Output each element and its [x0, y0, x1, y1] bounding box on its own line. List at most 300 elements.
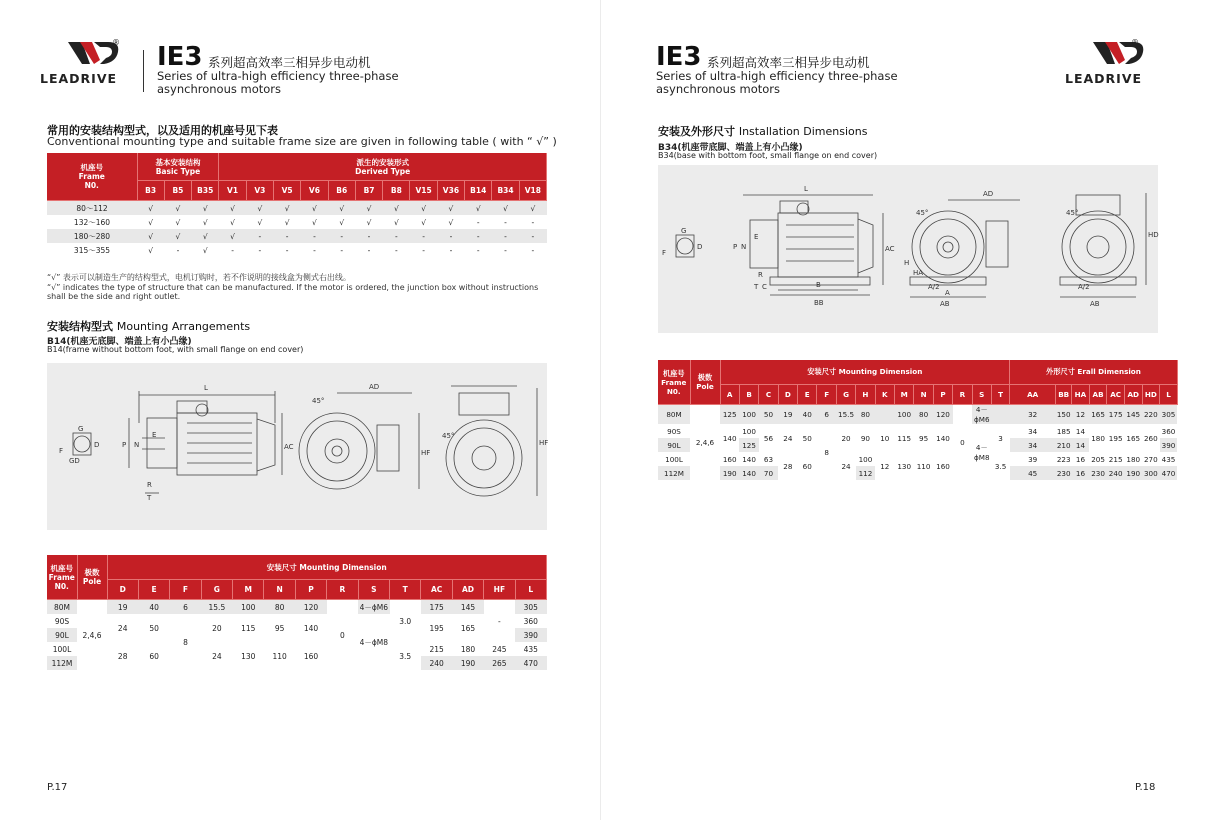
- column-header: N: [264, 580, 295, 600]
- frame-cell: 80M: [47, 600, 77, 615]
- dim-D: D: [697, 243, 703, 251]
- model-title: IE3: [157, 42, 203, 72]
- cell: 470: [1160, 466, 1178, 480]
- table-row: [47, 600, 547, 615]
- cell: 180: [460, 644, 476, 654]
- cell: 305: [1160, 405, 1178, 425]
- check-cell: -: [476, 245, 480, 255]
- cell: 130: [241, 651, 256, 661]
- table-body: [47, 201, 547, 258]
- cell: 63: [763, 454, 774, 464]
- cell: 190: [1124, 466, 1142, 480]
- cell: [875, 405, 894, 425]
- column-header: B: [739, 385, 758, 405]
- check-cell: √: [246, 201, 273, 216]
- dim-AB: AB: [940, 300, 950, 308]
- cell: 3.0: [390, 600, 421, 643]
- check-cell: √: [312, 217, 317, 227]
- column-header: T: [991, 385, 1009, 405]
- cell: 230: [1056, 466, 1072, 480]
- check-cell: √: [492, 201, 519, 216]
- dim-AC: AC: [284, 443, 294, 451]
- cell: 4－ϕM8: [359, 637, 389, 647]
- installation-en: Installation Dimensions: [738, 125, 868, 138]
- cell: 50: [759, 405, 778, 425]
- cell: 120: [933, 405, 952, 425]
- cell: 4－ϕM8: [974, 442, 990, 462]
- cell: 3.5: [399, 651, 412, 661]
- frame-cell: 100L: [52, 644, 72, 654]
- cell: 19: [107, 600, 138, 615]
- cell: 175: [1107, 405, 1125, 425]
- column-header: AC: [421, 580, 452, 600]
- cell: 190: [452, 656, 483, 670]
- frame-cell: 90S: [54, 616, 70, 626]
- pole-cell: 2,4,6: [690, 405, 720, 481]
- column-header: V1: [219, 181, 246, 201]
- check-cell: √: [448, 217, 454, 227]
- cell: 0: [953, 405, 972, 481]
- cell: 390: [515, 628, 546, 642]
- cell: 150: [1056, 405, 1072, 425]
- cell: 56: [763, 433, 774, 443]
- dim-P: P: [122, 441, 127, 449]
- dim-R: R: [147, 481, 152, 489]
- cell: 12: [880, 461, 890, 471]
- cell: 220: [1142, 405, 1160, 425]
- t3-erall-header: [1010, 360, 1178, 385]
- note-en-2: shall be the side and right outlet.: [47, 292, 181, 301]
- cell: 160: [936, 461, 950, 471]
- arrangements-en: Mounting Arrangements: [116, 320, 251, 333]
- t3-column-row: [658, 385, 1213, 405]
- cell: 28: [117, 651, 128, 661]
- t2-pole-en: Pole: [82, 577, 102, 586]
- cell: 240: [421, 656, 452, 670]
- column-header: HD: [1142, 385, 1160, 405]
- check-cell: -: [274, 229, 301, 243]
- column-header: S: [358, 580, 389, 600]
- check-cell: √: [393, 217, 399, 227]
- check-cell: -: [383, 229, 410, 243]
- column-header: E: [798, 385, 817, 405]
- dim-A2-2: A/2: [1078, 283, 1090, 291]
- check-cell: -: [531, 245, 535, 255]
- derived-cn: 派生的安装形式: [356, 157, 409, 167]
- dim-GD: GD: [69, 457, 80, 465]
- cell: 24: [212, 651, 222, 661]
- basic-type-header: [137, 153, 219, 181]
- column-header: D: [107, 580, 138, 600]
- column-header: P: [295, 580, 326, 600]
- frame-cell: 90S: [667, 426, 681, 436]
- table-row: [658, 424, 1213, 438]
- model-title: IE3: [656, 42, 702, 72]
- cell: 260: [1143, 433, 1158, 443]
- b14-cn: B14(机座无底脚、端盖上有小凸缘): [47, 337, 192, 347]
- frame-cell: 180～280: [47, 229, 137, 243]
- cell: 4－ϕM6: [358, 600, 389, 615]
- check-cell: √: [383, 201, 410, 216]
- en-subtitle-2: asynchronous motors: [157, 82, 282, 96]
- page-18: [601, 0, 1200, 820]
- check-cell: √: [137, 201, 164, 216]
- cell: 34: [1010, 438, 1056, 452]
- dim-HD: HD: [1148, 231, 1159, 239]
- column-header: AC: [1107, 385, 1125, 405]
- cell: 215: [429, 644, 444, 654]
- frame-cell: 315～355: [73, 245, 111, 255]
- cell: 32: [1010, 405, 1056, 425]
- column-header: S: [972, 385, 991, 405]
- section-title-en: Conventional mounting type and suitable frame size are given in following table ( with “ √” ): [47, 135, 557, 148]
- cell: 360: [523, 616, 538, 626]
- dim-HA: HA: [913, 269, 924, 277]
- check-cell: √: [339, 217, 345, 227]
- mounting-type-table: [47, 153, 547, 257]
- dim-AC: AC: [885, 245, 895, 253]
- t3-dim-header: [720, 360, 1010, 385]
- cell: 16: [1072, 466, 1090, 480]
- cell: 195: [1108, 433, 1123, 443]
- column-header: T: [390, 580, 421, 600]
- table2-header-row: [47, 555, 547, 580]
- check-cell: -: [504, 217, 507, 227]
- check-cell: -: [449, 245, 453, 255]
- cell: 100: [739, 405, 758, 425]
- registered-mark: ®: [1131, 38, 1139, 47]
- column-header: R: [327, 580, 358, 600]
- cell: 4－ϕM6: [974, 405, 990, 424]
- t2-frame-no: N0.: [54, 581, 69, 591]
- dim-T: T: [147, 494, 152, 502]
- check-cell: -: [410, 229, 437, 243]
- mounting-arrangements-title: [47, 318, 250, 334]
- derived-type-header: [219, 153, 547, 181]
- check-cell: √: [274, 201, 301, 216]
- cell: 100: [858, 454, 873, 464]
- leadrive-logo-icon: [1085, 38, 1155, 68]
- t3-body: [658, 405, 1213, 481]
- installation-cn: 安装及外形尺寸: [658, 125, 735, 138]
- column-header: L: [1160, 385, 1178, 405]
- cell: 115: [897, 433, 912, 443]
- check-cell: √: [137, 229, 164, 243]
- t2-frame-cn: 机座号: [50, 563, 73, 573]
- check-cell: -: [258, 245, 262, 255]
- column-header: N: [914, 385, 933, 405]
- table-header-row: [47, 153, 547, 181]
- check-cell: -: [340, 245, 344, 255]
- column-header: V6: [301, 181, 328, 201]
- cell: 360: [1161, 426, 1176, 436]
- cell: 80: [856, 405, 875, 425]
- cell: 40: [138, 600, 169, 615]
- column-header: B35: [192, 181, 219, 201]
- check-cell: -: [394, 245, 398, 255]
- pole-cell: 2,4,6: [77, 600, 107, 671]
- en-subtitle-1: Series of ultra-high efficiency three-phase: [656, 69, 898, 83]
- column-header: AB: [1089, 385, 1107, 405]
- cell: 34: [1028, 426, 1038, 436]
- check-cell: -: [328, 229, 355, 243]
- check-cell: √: [202, 245, 208, 255]
- frame-cell: 90L: [47, 628, 77, 642]
- cell: 50: [802, 433, 812, 443]
- section-title-cn: 常用的安装结构型式，以及适用的机座号见下表: [47, 124, 278, 137]
- header-divider: [143, 50, 144, 92]
- dim-T: T: [754, 283, 759, 291]
- registered-mark: ®: [112, 38, 120, 47]
- table3-header-row: [658, 360, 1213, 385]
- cell: 14: [1075, 426, 1086, 436]
- cell: 12: [1072, 405, 1090, 425]
- cell: -: [484, 600, 515, 643]
- check-cell: √: [437, 201, 464, 216]
- check-cell: √: [164, 201, 191, 216]
- cell: 140: [742, 454, 756, 464]
- column-header: V36: [437, 181, 464, 201]
- cell: 195: [429, 623, 444, 633]
- check-cell: -: [367, 245, 371, 255]
- arrangements-cn: 安装结构型式: [47, 320, 113, 333]
- cell: 70: [759, 466, 778, 480]
- cell: 100: [742, 426, 756, 436]
- cell: 165: [1126, 433, 1141, 443]
- cell: 112: [856, 466, 875, 480]
- cell: 16: [1075, 454, 1086, 464]
- check-cell: √: [219, 229, 246, 243]
- t3-frame-header: [658, 360, 690, 405]
- brand-name: LEADRIVE: [1065, 71, 1143, 86]
- cell: 115: [241, 623, 256, 633]
- check-cell: √: [175, 217, 181, 227]
- cell: 8: [824, 447, 829, 457]
- column-header: K: [875, 385, 894, 405]
- column-header: E: [138, 580, 169, 600]
- column-header: A: [720, 385, 739, 405]
- dim-AD: AD: [983, 190, 994, 198]
- cell: 100: [895, 405, 914, 425]
- frame-cell: 112M: [47, 656, 77, 670]
- check-cell: √: [192, 201, 219, 216]
- cell: 180: [1091, 433, 1105, 443]
- cell: 145: [452, 600, 483, 615]
- b34-en: B34(base with bottom foot, small flange on end cover): [658, 151, 878, 160]
- b34-technical-drawing: [658, 165, 1158, 333]
- column-header: AD: [452, 580, 483, 600]
- t2-frame-en: Frame: [48, 572, 75, 582]
- cell: 230: [1089, 466, 1107, 480]
- b14-technical-drawing: [47, 363, 547, 530]
- dim-F: F: [662, 249, 667, 257]
- dim-45-2: 45°: [442, 432, 455, 440]
- column-header: B6: [328, 181, 355, 201]
- t2-column-row: [47, 580, 547, 600]
- frame-cn: 机座号: [80, 163, 103, 172]
- column-header: B3: [137, 181, 164, 201]
- t3-dim-cn: 安装尺寸: [807, 367, 837, 376]
- check-cell: √: [328, 201, 355, 216]
- dim-E: E: [152, 431, 157, 439]
- cell: 24: [841, 461, 851, 471]
- cell: 435: [1161, 454, 1176, 464]
- dim-G: G: [681, 227, 687, 235]
- column-header: V18: [519, 181, 546, 201]
- column-header: G: [201, 580, 232, 600]
- column-header: HF: [484, 580, 515, 600]
- dim-L: L: [804, 185, 808, 193]
- check-cell: √: [301, 201, 328, 216]
- cell: 190: [720, 466, 739, 480]
- cell: 215: [1108, 454, 1123, 464]
- frame-cell: 80M: [658, 405, 690, 425]
- cell: 39: [1028, 454, 1038, 464]
- cell: 15.5: [201, 600, 232, 615]
- page-number: P.18: [1135, 782, 1156, 793]
- t2-dim-en: Mounting Dimension: [299, 562, 387, 572]
- frame-cell: 112M: [658, 466, 690, 480]
- frame-cell: 132～160: [73, 217, 111, 227]
- column-header: G: [836, 385, 855, 405]
- dim-D: D: [94, 441, 100, 449]
- cell: 265: [484, 656, 515, 670]
- cell: 80: [914, 405, 933, 425]
- en-subtitle-1: Series of ultra-high efficiency three-phase: [157, 69, 399, 83]
- cell: 15.5: [836, 405, 855, 425]
- column-header: B14: [465, 181, 492, 201]
- frame-cell: 80～112: [47, 201, 137, 216]
- table-row: [47, 243, 547, 257]
- dim-45-1: 45°: [916, 209, 929, 217]
- check-cell: -: [285, 245, 289, 255]
- column-header: P: [933, 385, 952, 405]
- cell: 145: [1124, 405, 1142, 425]
- cell: 60: [802, 461, 812, 471]
- check-cell: -: [492, 229, 519, 243]
- dim-AB-2: AB: [1090, 300, 1100, 308]
- check-cell: -: [313, 245, 316, 255]
- cell: 435: [523, 644, 538, 654]
- t3-pole-cn: 极数: [697, 373, 713, 382]
- table-row: [658, 405, 1213, 425]
- table-row: [47, 201, 547, 216]
- basic-en: Basic Type: [155, 166, 201, 176]
- dim-HF-1: HF: [421, 449, 431, 457]
- cell: 140: [739, 466, 758, 480]
- dim-AD: AD: [369, 383, 380, 391]
- cell: 270: [1143, 454, 1158, 464]
- cell: 80: [264, 600, 295, 615]
- b34-cn: B34(机座带底脚、端盖上有小凸缘): [658, 143, 803, 153]
- cell: 223: [1056, 454, 1071, 464]
- cell: 140: [936, 433, 950, 443]
- t2-pole-cn: 极数: [84, 568, 100, 577]
- cell: 180: [1126, 454, 1141, 464]
- cell: 165: [1089, 405, 1107, 425]
- table-row: [47, 614, 547, 628]
- column-header: V3: [246, 181, 273, 201]
- check-cell: √: [230, 217, 235, 227]
- cn-title: 系列超高效率三相异步电动机: [707, 55, 870, 70]
- dim-45-2: 45°: [1066, 209, 1079, 217]
- dim-E: E: [754, 233, 759, 241]
- check-cell: -: [422, 245, 425, 255]
- t3-erall-en: Erall Dimension: [1077, 367, 1141, 376]
- column-header: D: [778, 385, 797, 405]
- column-header: L: [515, 580, 546, 600]
- column-header: F: [817, 385, 836, 405]
- column-header: B5: [164, 181, 191, 201]
- cell: 24: [783, 433, 793, 443]
- dim-C: C: [762, 283, 767, 291]
- check-cell: -: [531, 217, 535, 227]
- frame-en: Frame: [78, 172, 105, 181]
- column-header: H: [856, 385, 875, 405]
- table-row: [47, 642, 547, 656]
- cell: 390: [1160, 438, 1178, 452]
- cell: 245: [492, 644, 507, 654]
- b14-diagram-panel: [47, 363, 547, 530]
- check-cell: √: [202, 217, 208, 227]
- check-cell: -: [301, 229, 328, 243]
- cell: 50: [149, 623, 159, 633]
- cell: 110: [916, 461, 931, 471]
- dim-45-1: 45°: [312, 397, 325, 405]
- cell: 140: [722, 433, 737, 443]
- cell: 60: [149, 651, 159, 661]
- check-cell: -: [176, 245, 180, 255]
- table-row: [658, 452, 1213, 466]
- column-header: V5: [274, 181, 301, 201]
- cell: 240: [1107, 466, 1125, 480]
- t3-erall-cn: 外形尺寸: [1046, 367, 1075, 376]
- t3-frame-no: N0.: [666, 386, 681, 396]
- check-cell: √: [465, 201, 492, 216]
- column-header: HA: [1072, 385, 1090, 405]
- dim-F: F: [59, 447, 64, 455]
- check-cell: -: [465, 229, 492, 243]
- cell: 160: [722, 454, 737, 464]
- check-cell: -: [437, 229, 464, 243]
- check-cell: -: [231, 245, 234, 255]
- cell: [991, 405, 1009, 425]
- t2-dim-cn: 安装尺寸: [266, 562, 297, 572]
- cell: 19: [778, 405, 797, 425]
- column-header: AA: [1010, 385, 1056, 405]
- dim-L: L: [204, 384, 208, 392]
- check-cell: -: [355, 229, 382, 243]
- t3-dim-en: Mounting Dimension: [838, 367, 923, 376]
- t2-pole-header: [77, 555, 107, 600]
- dim-A2: A/2: [928, 283, 940, 291]
- column-header: M: [895, 385, 914, 405]
- cell: 100: [233, 600, 264, 615]
- cell: 165: [460, 623, 476, 633]
- cell: 110: [272, 651, 287, 661]
- dim-B: B: [816, 281, 821, 289]
- cell: 40: [798, 405, 817, 425]
- column-header: B34: [492, 181, 519, 201]
- cell: 125: [739, 438, 758, 452]
- installation-title: [658, 123, 867, 139]
- cell: 3.5: [994, 461, 1007, 471]
- b14-dimension-table: [47, 555, 547, 670]
- frame-header: [47, 153, 137, 201]
- t2-body: [47, 600, 547, 671]
- page-17: [0, 0, 600, 820]
- cell: 6: [170, 600, 201, 615]
